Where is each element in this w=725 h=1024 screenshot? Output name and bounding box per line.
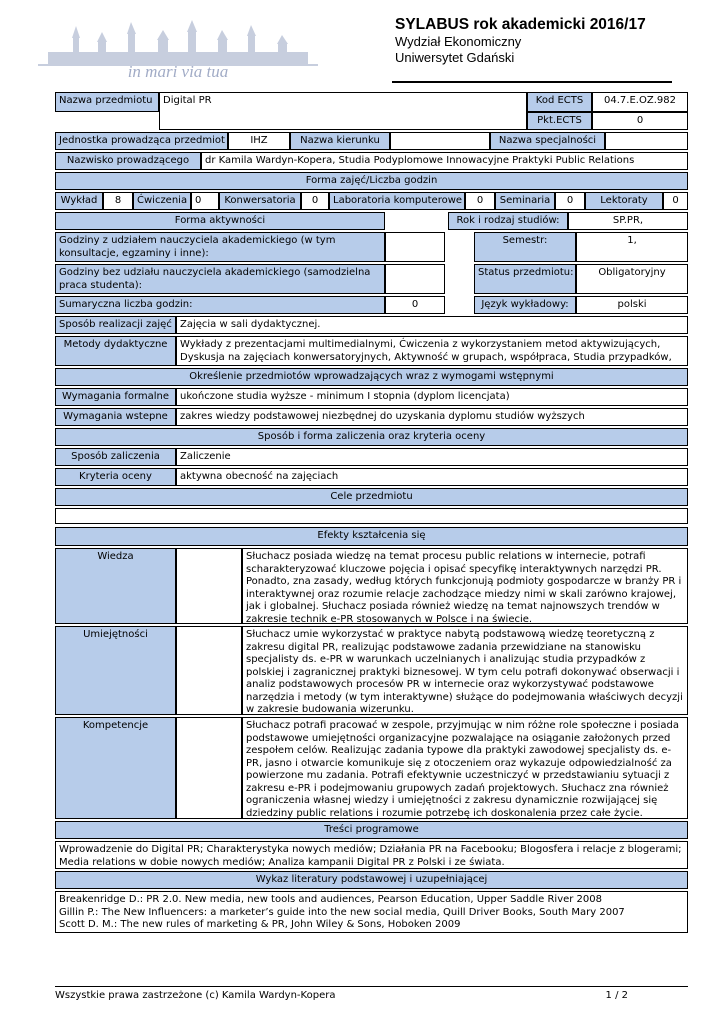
lecturer-row xyxy=(55,152,688,172)
literature-item: Gillin P.: The New Influencers: a marketer’s guide into the new social media, Quill Driver Books, South Mary 2007 xyxy=(59,906,625,918)
outcome-knowledge-row xyxy=(55,548,688,626)
study-year-label: Rok i rodzaj studiów: xyxy=(448,212,568,230)
formal-requirements-value: ukończone studia wyższe - minimum I stopnia (dyplom licencjata) xyxy=(176,388,688,406)
header-divider xyxy=(392,81,672,83)
logo-motto: in mari via tua xyxy=(127,62,229,80)
course-row xyxy=(55,92,688,130)
criteria-row xyxy=(55,468,688,488)
prereq-section-title: Określenie przedmiotów wprowadzających wraz z wymogami wstępnymi xyxy=(55,368,688,386)
outcome-skills-code xyxy=(176,626,242,715)
assessment-header-row xyxy=(55,428,688,448)
semester-value: 1, xyxy=(576,232,688,262)
outcome-skills-text: Słuchacz umie wykorzystać w praktyce nabytą podstawową wiedzę teoretyczną z zakresu digital PR, realizując podstawowe zadania przewidziane na stanowisku specjalisty ds. e-PR w warunkach uczelnianych i analizując studia przypadków z polskiej i zagranicznej praktyki biznesowej. W tym celu potrafi dokonywać obserwacji i analiz podstawowych procesów PR w internecie oraz wykorzystywać podstawowe narzędzia i metody (w tym interaktywne) służące do podejmowania właściwych decyzji w zakresie budowania wizerunku. xyxy=(242,626,688,715)
self-study-hours-value xyxy=(385,264,445,294)
goals-section-title: Cele przedmiotu xyxy=(55,488,688,506)
assessment-method-label: Sposób zaliczenia xyxy=(55,448,176,466)
unit-label: Jednostka prowadząca przedmiot xyxy=(55,132,228,150)
seminar-hours-label: Seminaria xyxy=(495,192,555,210)
page-number: 1 / 2 xyxy=(605,990,628,1001)
hours-section-title: Forma zajęć/Liczba godzin xyxy=(55,172,688,190)
lab-hours-label: Laboratoria komputerowe xyxy=(329,192,465,210)
formal-requirements-label: Wymagania formalne xyxy=(55,388,176,406)
goals-value xyxy=(55,508,688,524)
field-label: Nazwa kierunku xyxy=(290,132,390,150)
entry-requirements-label: Wymagania wstepne xyxy=(55,408,176,426)
assessment-section-title: Sposób i forma zaliczenia oraz kryteria oceny xyxy=(55,428,688,446)
program-content-value: Wprowadzenie do Digital PR; Charakterystyka nowych mediów; Działania PR na Facebooku; Blogosfera i relacje z blogerami; Media relations w dobie nowych mediów; Analiza kampanii Digital PR z Polski i ze świata. xyxy=(55,841,688,869)
exercises-hours-label: Ćwiczenia xyxy=(133,192,191,210)
outcome-knowledge-text: Słuchacz posiada wiedzę na temat procesu public relations w internecie, potrafi scharakteryzować kluczowe pojęcia i opisać specyfikę interaktywnych narzędzi PR. Ponadto, zna zasady, według których funkcjonują podmioty gospodarcze w branży PR i interaktywnej oraz rozumie relacje zachodzące miedzy nimi w skali zarówno krajowej, jak i globalnej. Słuchacz posiada również wiedzę na temat najnowszych trendów w zakresie technik e-PR stosowanych w Polsce i na świecie. xyxy=(242,548,688,624)
entry-requirements-value: zakres wiedzy podstawowej niezbędnej do uzyskania dyplomu studiów wyższych xyxy=(176,408,688,426)
course-status-value: Obligatoryjny xyxy=(576,264,688,294)
university-name: Uniwersytet Gdański xyxy=(395,50,515,65)
activity-form-title: Forma aktywności xyxy=(55,212,385,230)
grading-criteria-label: Kryteria oceny xyxy=(55,468,176,486)
outcome-competences-text: Słuchacz potrafi pracować w zespole, przyjmując w nim różne role społeczne i posiada podstawowe umiejętności organizacyjne pozwalające na osiąganie założonych przed zespołem celów. Realizując zadania typowe dla praktyki zawodowej specjalisty ds. e-PR, jasno i otwarcie komunikuje się z otoczeniem oraz wykazuje odpowiedzialność za powierzone mu zadania. Potrafi efektywnie uczestniczyć w przedstawianiu sytuacji z zakresu e-PR i podejmowaniu grupowych zadań projektowych. Słuchacz zna również ograniczenia własnej wiedzy i umiejętności z zakresu dynamicznie rozwijającej się dziedziny public relations i rozumie potrzebę ich doskonalenia przez całe życie. xyxy=(242,717,688,819)
literature-item: Scott D. M.: The new rules of marketing & PR, John Wiley & Sons, Hoboken 2009 xyxy=(59,919,461,930)
unit-value: IHZ xyxy=(228,132,290,150)
entry-req-row xyxy=(55,408,688,428)
outcome-knowledge-code xyxy=(176,548,242,624)
assessment-method-row xyxy=(55,448,688,468)
course-name-label: Nazwa przedmiotu xyxy=(55,92,159,112)
total-hours-label: Sumaryczna liczba godzin: xyxy=(55,296,385,314)
literature-header-row xyxy=(55,871,688,891)
ects-points-label: Pkt.ECTS xyxy=(527,112,592,130)
outcome-competences-label: Kompetencje xyxy=(55,717,176,819)
lecture-hours-value: 8 xyxy=(103,192,133,210)
page-footer xyxy=(55,986,688,1001)
realization-mode-value: Zajęcia w sali dydaktycznej. xyxy=(176,316,688,334)
study-year-value: SP.PR, xyxy=(568,212,688,230)
syllabus-table xyxy=(55,92,688,935)
prereq-header-row xyxy=(55,368,688,388)
faculty-name: Wydział Ekonomiczny xyxy=(395,34,522,49)
literature-list xyxy=(55,891,688,933)
formal-req-row xyxy=(55,388,688,408)
total-hours-row xyxy=(55,296,688,316)
outcome-skills-row xyxy=(55,626,688,717)
grading-criteria-value: aktywna obecność na zajęciach xyxy=(176,468,688,486)
ects-points-value: 0 xyxy=(592,112,688,130)
document-title: SYLABUS rok akademicki 2016/17 xyxy=(395,16,646,33)
teaching-methods-value: Wykłady z prezentacjami multimedialnymi, Ćwiczenia z wykorzystaniem metod aktywizujących, Dyskusja na zajęciach konwersatoryjnych, Aktywność w grupach, współpraca, Studia przypadków, xyxy=(176,336,688,366)
teaching-methods-label: Metody dydaktyczne xyxy=(55,336,176,366)
specialty-value xyxy=(605,132,688,150)
realization-mode-label: Sposób realizacji zajęć xyxy=(55,316,176,334)
unit-row xyxy=(55,132,688,152)
realization-mode-row xyxy=(55,316,688,336)
language-course-hours-label: Lektoraty xyxy=(585,192,663,210)
literature-item: Breakenridge D.: PR 2.0. New media, new tools and audiences, Pearson Education, Upper Saddle River 2008 xyxy=(59,894,603,905)
exercises-hours-value: 0 xyxy=(191,192,219,210)
lecture-hours-label: Wykład xyxy=(55,192,103,210)
course-status-label: Status przedmiotu: xyxy=(474,264,576,294)
content-section-title: Treści programowe xyxy=(55,821,688,839)
language-label: Język wykładowy: xyxy=(474,296,576,314)
conversatory-hours-label: Konwersatoria xyxy=(219,192,301,210)
field-value xyxy=(390,132,490,150)
literature-row xyxy=(55,891,688,935)
outcome-skills-label: Umiejętności xyxy=(55,626,176,715)
goals-header-row xyxy=(55,488,688,508)
ects-code-label: Kod ECTS xyxy=(527,92,592,112)
outcome-competences-code xyxy=(176,717,242,819)
hours-header-row xyxy=(55,172,688,192)
contact-hours-value xyxy=(385,232,445,262)
content-row xyxy=(55,841,688,871)
specialty-label: Nazwa specjalności xyxy=(490,132,605,150)
outcomes-section-title: Efekty kształcenia się xyxy=(55,527,688,546)
lecturer-label: Nazwisko prowadzącego xyxy=(55,152,201,170)
conversatory-hours-value: 0 xyxy=(301,192,329,210)
self-study-row xyxy=(55,264,688,296)
ects-code-value: 04.7.E.OZ.982 xyxy=(592,92,688,112)
seminar-hours-value: 0 xyxy=(555,192,585,210)
total-hours-value: 0 xyxy=(385,296,445,314)
goals-row xyxy=(55,508,688,526)
contact-hours-row xyxy=(55,232,688,264)
language-course-hours-value: 0 xyxy=(663,192,688,210)
outcome-knowledge-label: Wiedza xyxy=(55,548,176,624)
assessment-method-value: Zaliczenie xyxy=(176,448,688,466)
header-block xyxy=(395,15,646,66)
university-logo xyxy=(28,20,328,80)
lab-hours-value: 0 xyxy=(465,192,495,210)
methods-row xyxy=(55,336,688,368)
language-value: polski xyxy=(576,296,688,314)
self-study-hours-label: Godziny bez udziału nauczyciela akademickiego (samodzielna praca studenta): xyxy=(55,264,385,294)
contact-hours-label: Godziny z udziałem nauczyciela akademickiego (w tym konsultacje, egzaminy i inne): xyxy=(55,232,385,262)
activity-header-row xyxy=(55,212,688,232)
literature-section-title: Wykaz literatury podstawowej i uzupełniającej xyxy=(55,871,688,889)
semester-label: Semestr: xyxy=(474,232,576,262)
content-header-row xyxy=(55,821,688,841)
lecturer-value: dr Kamila Wardyn-Kopera, Studia Podyplomowe Innowacyjne Praktyki Public Relations xyxy=(201,152,688,170)
hours-row xyxy=(55,192,688,212)
course-name-value: Digital PR xyxy=(159,92,527,130)
outcomes-header-row xyxy=(55,527,688,548)
copyright-text: Wszystkie prawa zastrzeżone (c) Kamila Wardyn-Kopera xyxy=(55,990,336,1001)
outcome-competences-row xyxy=(55,717,688,821)
